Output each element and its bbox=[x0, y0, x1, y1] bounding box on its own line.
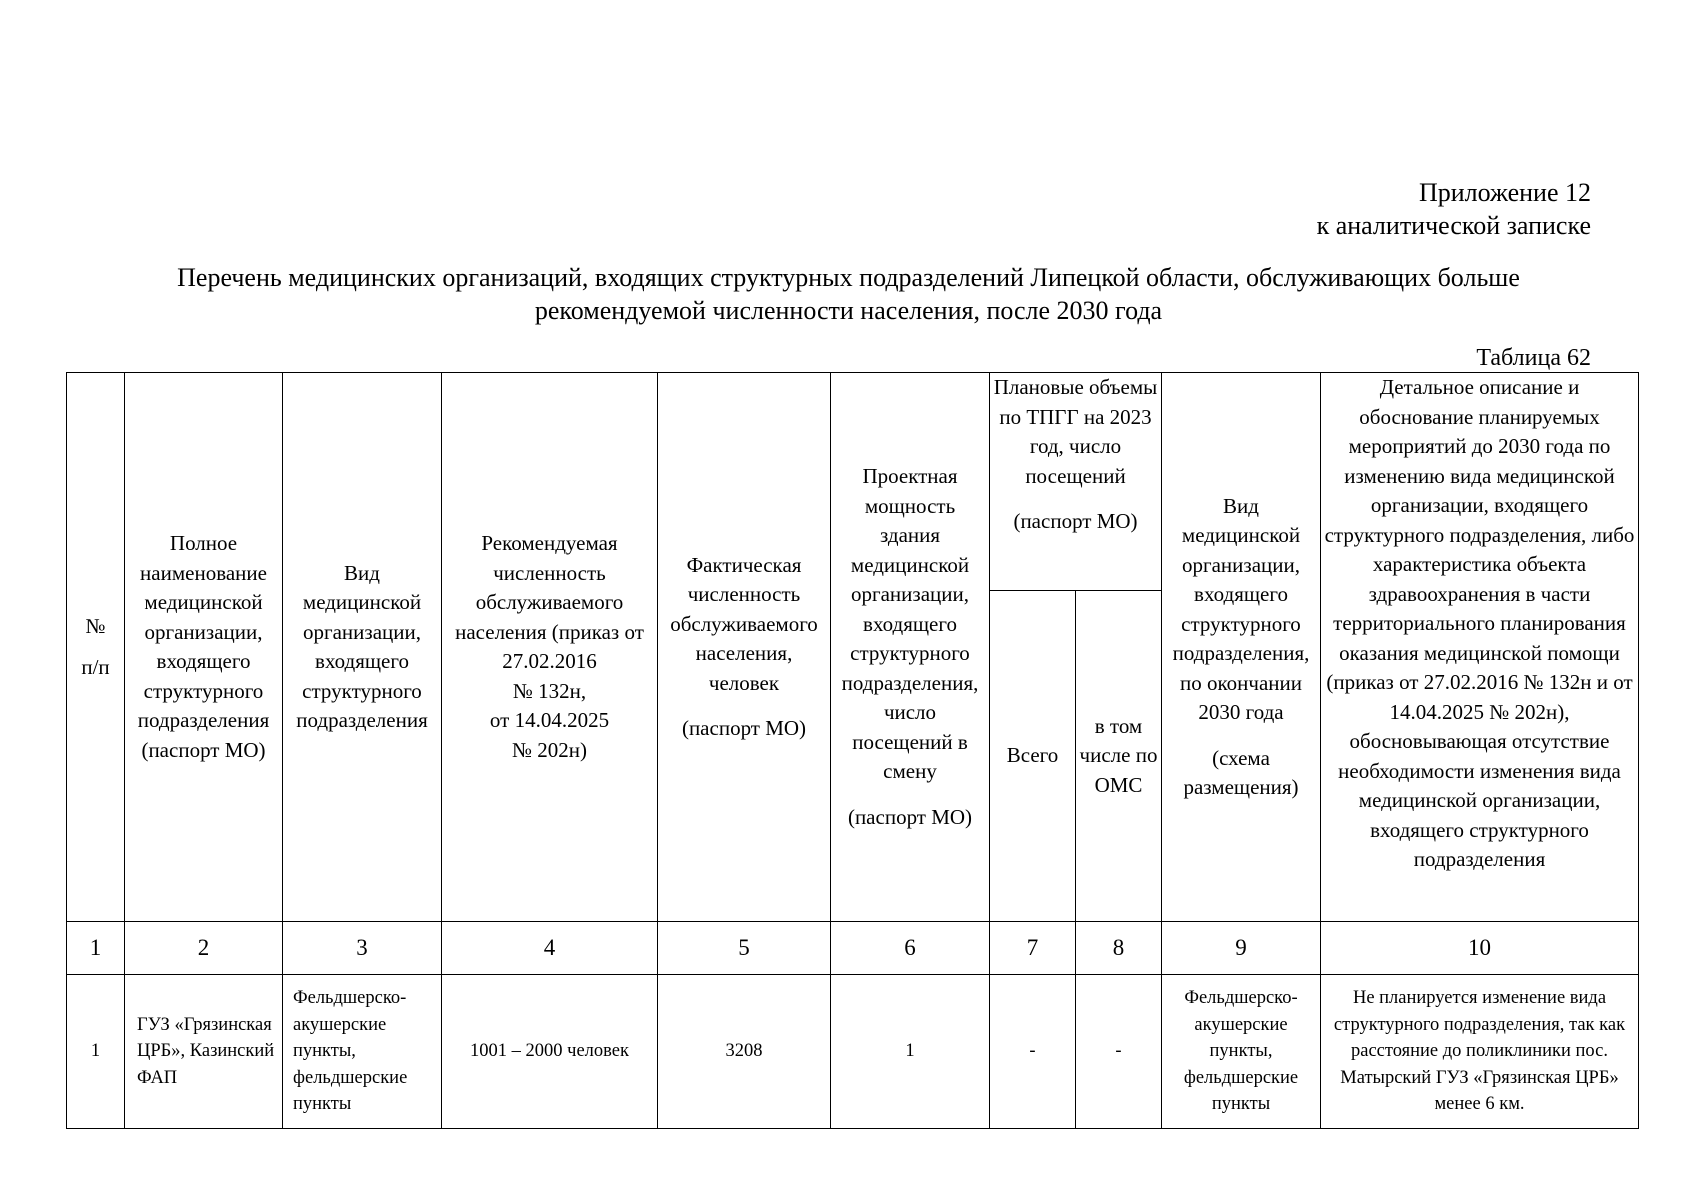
header-design-capacity: Проектная мощность здания медицинской организации, входящего структурного подразделения, число посещений в смену (паспорт МО) bbox=[831, 373, 990, 922]
row-org-type: Фельдшерско-акушерские пункты, фельдшерские пункты bbox=[283, 975, 442, 1129]
column-number: 7 bbox=[990, 922, 1076, 975]
row-actual-population: 3208 bbox=[658, 975, 831, 1129]
document-title bbox=[100, 261, 1597, 327]
row-total-visits: - bbox=[990, 975, 1076, 1129]
header-description: Детальное описание и обоснование планируемых мероприятий до 2030 года по изменению вида медицинской организации, входящего структурного подразделения, либо характеристика объекта здравоохранения в части территориального планирования оказания медицинской помощи (приказ от 27.02.2016 № 132н и от 14.04.2025 № 202н), обосновывающая отсутствие необходимости изменения вида медицинской организации, входящего структурного подразделения bbox=[1321, 373, 1639, 922]
column-number: 1 bbox=[67, 922, 125, 975]
appendix-header bbox=[1317, 176, 1591, 242]
column-number: 9 bbox=[1162, 922, 1321, 975]
header-total: Всего bbox=[990, 591, 1076, 922]
row-num: 1 bbox=[67, 975, 125, 1129]
appendix-line-2: к аналитической записке bbox=[1316, 211, 1591, 240]
title-line-2: рекомендуемой численности населения, после 2030 года bbox=[534, 296, 1163, 325]
row-org-name: ГУЗ «Грязинская ЦРБ», Казинский ФАП bbox=[125, 975, 283, 1129]
header-num: № п/п bbox=[67, 373, 125, 922]
column-numbers-row bbox=[67, 922, 1639, 975]
header-org-type-2030: Вид медицинской организации, входящего структурного подразделения, по окончании 2030 года (схема размещения) bbox=[1162, 373, 1321, 922]
column-number: 5 bbox=[658, 922, 831, 975]
header-row-1 bbox=[67, 373, 1639, 591]
column-number: 10 bbox=[1321, 922, 1639, 975]
column-number: 3 bbox=[283, 922, 442, 975]
header-recommended-population: Рекомендуемая численность обслуживаемого населения (приказ от 27.02.2016 № 132н, от 14.04.2025 № 202н) bbox=[442, 373, 658, 922]
column-number: 8 bbox=[1076, 922, 1162, 975]
title-line-1: Перечень медицинских организаций, входящих структурных подразделений Липецкой области, обслуживающих больше bbox=[177, 263, 1520, 292]
column-number: 4 bbox=[442, 922, 658, 975]
column-number: 6 bbox=[831, 922, 990, 975]
row-recommended-population: 1001 – 2000 человек bbox=[442, 975, 658, 1129]
appendix-line-1: Приложение 12 bbox=[1418, 178, 1591, 207]
column-number: 2 bbox=[125, 922, 283, 975]
row-description: Не планируется изменение вида структурного подразделения, так как расстояние до поликлиники пос. Матырский ГУЗ «Грязинская ЦРБ» менее 6 км. bbox=[1321, 975, 1639, 1129]
table-label: Таблица 62 bbox=[1476, 345, 1591, 371]
header-org-type: Вид медицинской организации, входящего структурного подразделения bbox=[283, 373, 442, 922]
row-design-capacity: 1 bbox=[831, 975, 990, 1129]
row-oms-visits: - bbox=[1076, 975, 1162, 1129]
row-org-type-2030: Фельдшерско-акушерские пункты, фельдшерские пункты bbox=[1162, 975, 1321, 1129]
table-row bbox=[67, 975, 1639, 1129]
header-actual-population: Фактическая численность обслуживаемого населения, человек (паспорт МО) bbox=[658, 373, 831, 922]
organizations-table bbox=[66, 372, 1639, 1129]
header-full-name: Полное наименование медицинской организации, входящего структурного подразделения (паспорт МО) bbox=[125, 373, 283, 922]
header-planned-volumes: Плановые объемы по ТПГГ на 2023 год, число посещений (паспорт МО) bbox=[990, 373, 1162, 591]
header-oms: в том числе по ОМС bbox=[1076, 591, 1162, 922]
